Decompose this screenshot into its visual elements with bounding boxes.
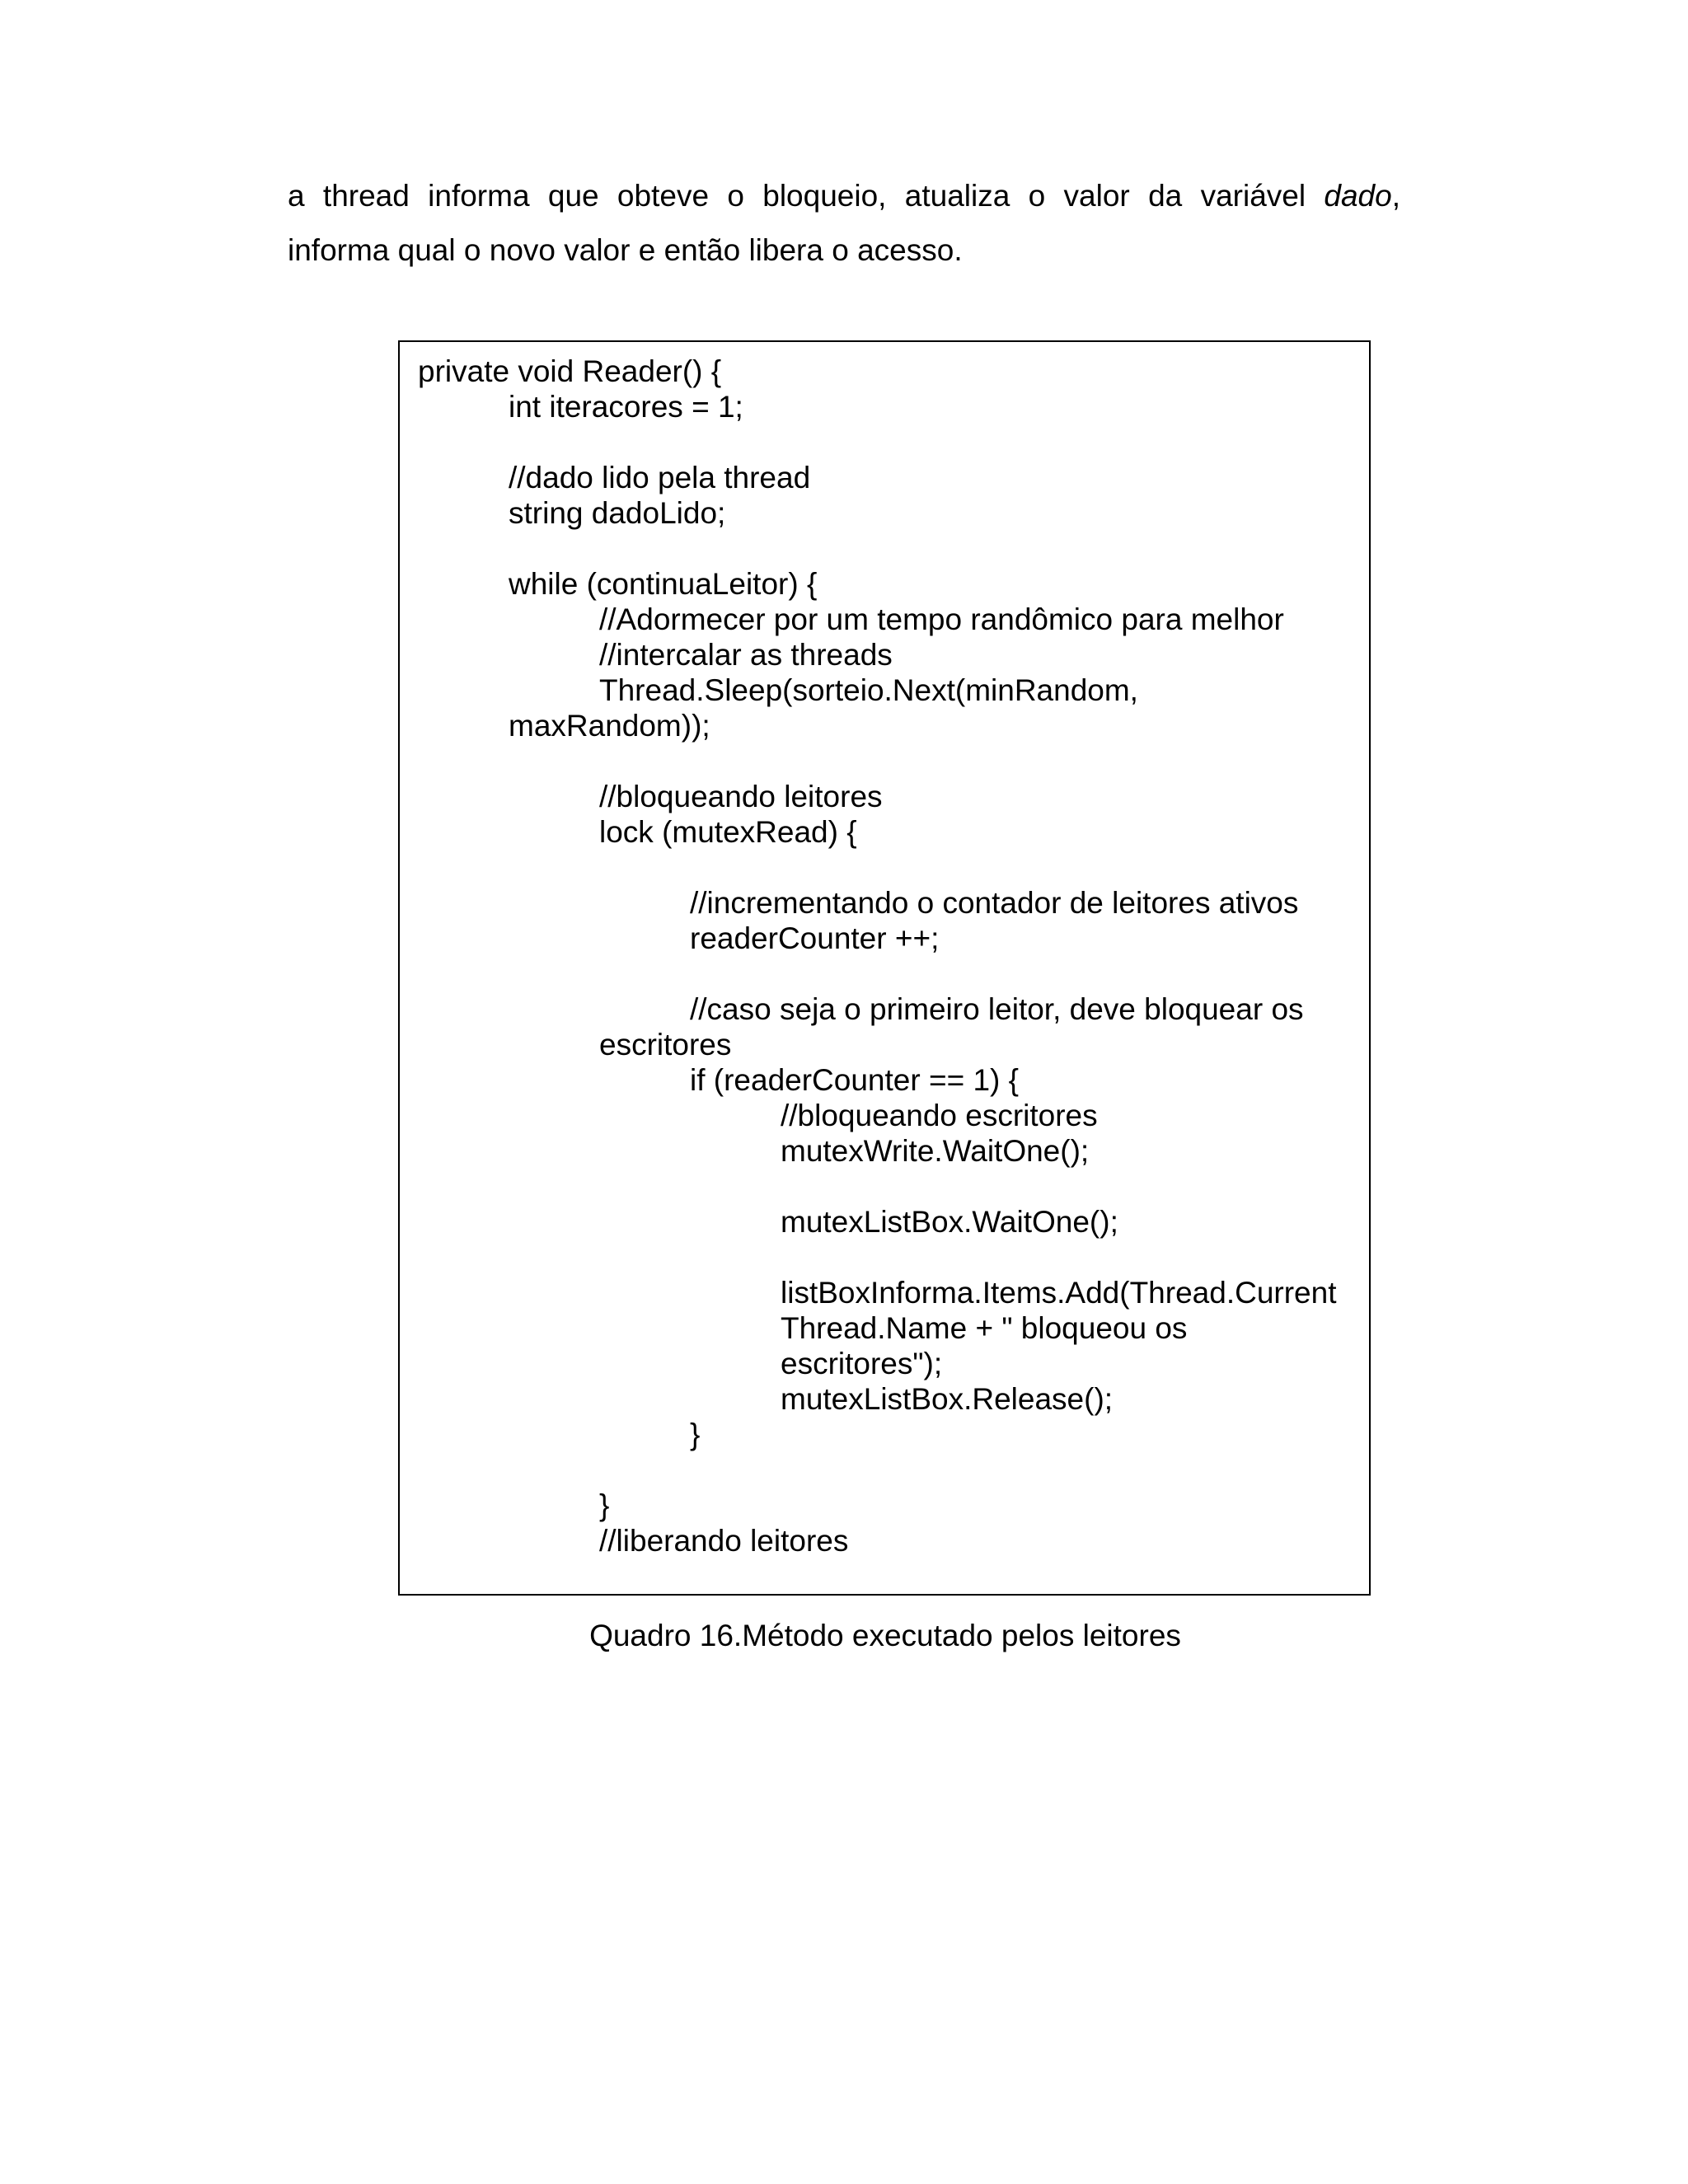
- code-line: lock (mutexRead) {: [599, 815, 857, 849]
- code-line: //caso seja o primeiro leitor, deve bloquear os: [690, 992, 1304, 1026]
- code-line: while (continuaLeitor) {: [509, 567, 818, 601]
- code-line: //dado lido pela thread: [509, 461, 811, 494]
- code-line: //intercalar as threads: [599, 638, 893, 672]
- intro-line-1-punctuation: ,: [1391, 179, 1400, 213]
- code-line: }: [690, 1418, 701, 1451]
- intro-line-1: [288, 169, 1400, 223]
- code-listing: [400, 342, 1369, 1594]
- code-line: maxRandom));: [509, 709, 710, 743]
- intro-line-1-text: a thread informa que obteve o bloqueio, atualiza o valor da variável: [288, 179, 1325, 213]
- code-line: //incrementando o contador de leitores ativos: [690, 886, 1299, 920]
- code-line: Thread.Name + " bloqueou os: [781, 1311, 1188, 1345]
- code-line: listBoxInforma.Items.Add(Thread.Current: [781, 1276, 1337, 1310]
- code-line: }: [599, 1488, 610, 1522]
- code-line: escritores");: [781, 1347, 943, 1380]
- code-line: readerCounter ++;: [690, 921, 940, 955]
- code-line: Thread.Sleep(sorteio.Next(minRandom,: [599, 673, 1138, 707]
- code-line: mutexWrite.WaitOne();: [781, 1134, 1090, 1168]
- code-line: //bloqueando escritores: [781, 1099, 1098, 1132]
- code-line: mutexListBox.WaitOne();: [781, 1205, 1118, 1239]
- code-line: private void Reader() {: [418, 354, 722, 388]
- code-line: //bloqueando leitores: [599, 780, 883, 813]
- variable-name-italic: dado: [1324, 179, 1392, 213]
- code-listing-box: [398, 340, 1371, 1596]
- code-line: //liberando leitores: [599, 1524, 849, 1558]
- intro-line-2: informa qual o novo valor e então libera o acesso.: [288, 233, 963, 267]
- code-line: if (readerCounter == 1) {: [690, 1063, 1019, 1097]
- code-line: string dadoLido;: [509, 496, 726, 530]
- intro-paragraph: [288, 169, 1400, 278]
- code-line: escritores: [599, 1028, 732, 1062]
- code-line: mutexListBox.Release();: [781, 1382, 1114, 1416]
- code-line: int iteracores = 1;: [509, 390, 743, 424]
- code-line: //Adormecer por um tempo randômico para melhor: [599, 602, 1284, 636]
- figure-caption: Quadro 16.Método executado pelos leitores: [589, 1619, 1181, 1652]
